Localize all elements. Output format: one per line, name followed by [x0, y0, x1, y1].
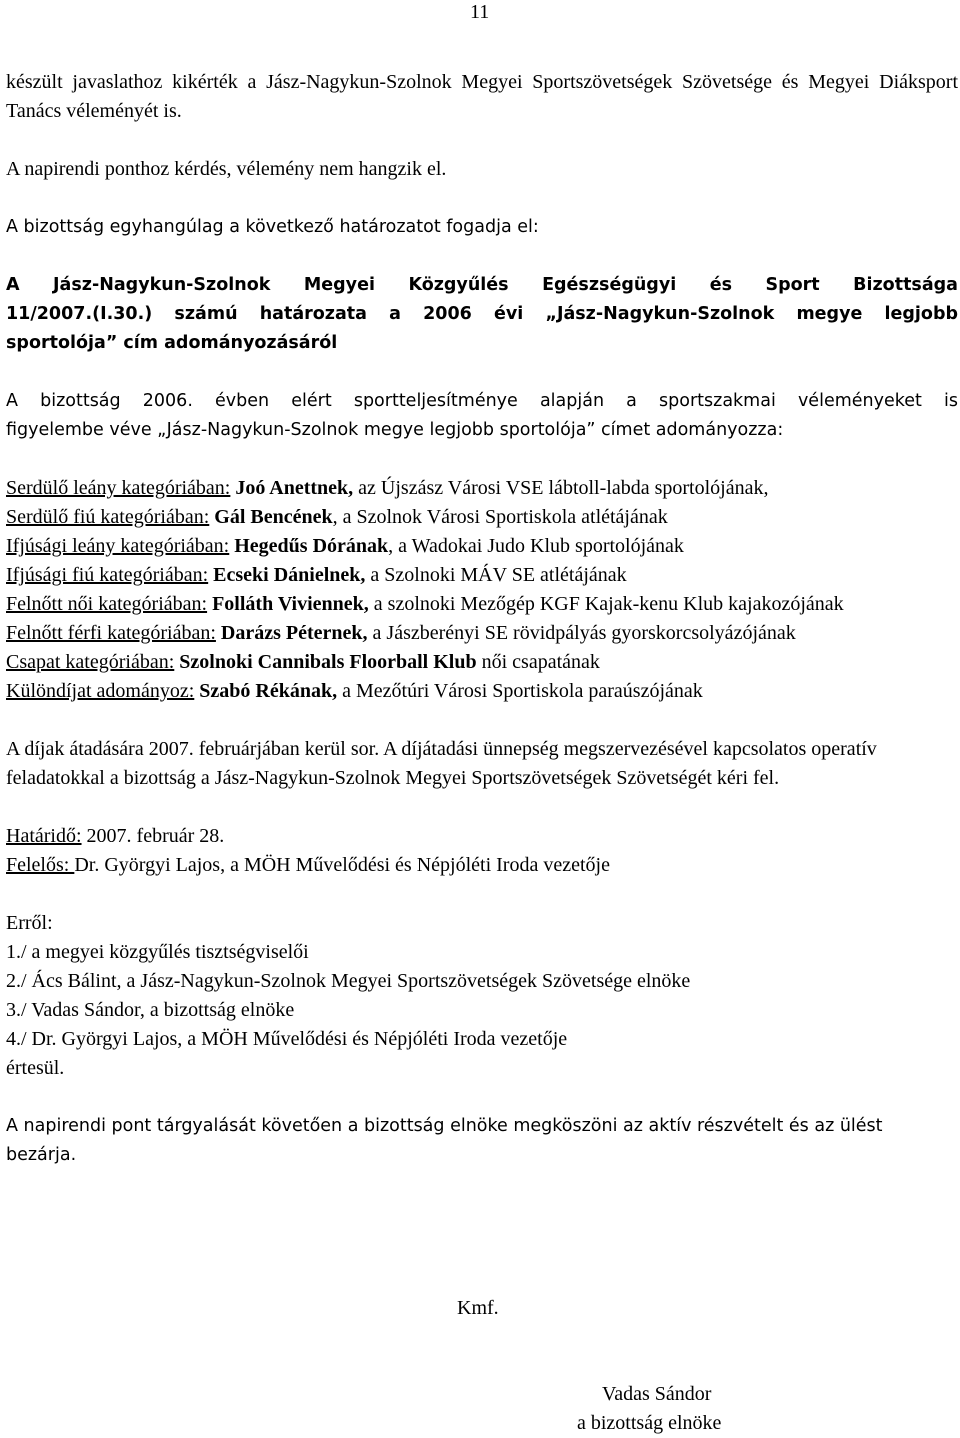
award-details: a Mezőtúri Városi Sportiskola paraúszójának	[337, 680, 703, 702]
responsible-line	[6, 851, 958, 880]
award-item	[6, 619, 958, 648]
award-recipient: Darázs Péternek,	[220, 622, 368, 644]
intro-line: figyelembe véve „Jász-Nagykun-Szolnok megye legjobb sportolója” címet adományozza:	[6, 420, 784, 440]
award-category: Csapat kategóriában:	[6, 651, 175, 673]
deadline-label: Határidő:	[6, 825, 82, 847]
spacer	[6, 242, 958, 271]
award-category: Felnőtt férfi kategóriában:	[6, 622, 216, 644]
deadline-value: 2007. február 28.	[81, 825, 225, 847]
award-details: női csapatának	[476, 651, 600, 673]
award-category: Felnőtt női kategóriában:	[6, 593, 208, 615]
award-recipient: Hegedűs Dórának	[234, 535, 389, 557]
paragraph-opinion: készült javaslathoz kikérték a Jász-Nagykun-Szolnok Megyei Sportszövetségek Szövetsége és Megyei Diáksport Tanács véleményét is.	[6, 71, 958, 122]
signatory-name: Vadas Sándor	[602, 1383, 712, 1405]
deadline-line	[6, 822, 958, 851]
responsible-value: Dr. Györgyi Lajos, a MÖH Művelődési és Népjóléti Iroda vezetője	[74, 854, 610, 876]
notification-item: 2./ Ács Bálint, a Jász-Nagykun-Szolnok Megyei Sportszövetségek Szövetsége elnöke	[6, 970, 691, 992]
award-details: a szolnoki Mezőgép KGF Kajak-kenu Klub kajakozójának	[368, 593, 844, 615]
document-body	[6, 68, 958, 1170]
award-category: Ifjúsági leány kategóriában:	[6, 535, 230, 557]
award-recipient: Szabó Rékának,	[199, 680, 338, 702]
award-recipient: Joó Anettnek,	[235, 477, 354, 499]
award-item	[6, 532, 958, 561]
notification-heading: Erről:	[6, 912, 53, 934]
award-recipient: Szolnoki Cannibals Floorball Klub	[179, 651, 477, 673]
paragraph-ceremony: A díjak átadására 2007. februárjában kerül sor. A díjátadási ünnepség megszervezésével kapcsolatos operatív feladatokkal a bizottság a Jász-Nagykun-Szolnok Megyei Sportszövetségek Szövetségét kéri fel.	[6, 738, 877, 789]
notification-list	[6, 909, 958, 1083]
award-details: , a Wadokai Judo Klub sportolójának	[388, 535, 684, 557]
award-item	[6, 590, 958, 619]
paragraph-decision: A bizottság egyhangúlag a következő határozatot fogadja el:	[6, 217, 539, 237]
award-details: a Jászberényi SE rövidpályás gyorskorcsolyázójának	[367, 622, 796, 644]
spacer	[6, 445, 958, 474]
page-number: 11	[470, 1, 490, 23]
spacer	[6, 1083, 958, 1112]
spacer	[6, 793, 958, 822]
award-recipient: Ecseki Dánielnek,	[213, 564, 366, 586]
resolution-title-line: sportolója” cím adományozásáról	[6, 333, 338, 353]
award-item	[6, 561, 958, 590]
award-category: Különdíjat adományoz:	[6, 680, 195, 702]
award-item	[6, 677, 958, 706]
awards-list	[6, 474, 958, 706]
award-item	[6, 648, 958, 677]
award-category: Serdülő leány kategóriában:	[6, 477, 231, 499]
resolution-title	[6, 271, 958, 358]
kmf-label: Kmf.	[457, 1297, 499, 1319]
notification-item: 3./ Vadas Sándor, a bizottság elnöke	[6, 999, 295, 1021]
responsible-label: Felelős:	[6, 854, 75, 876]
award-category: Serdülő fiú kategóriában:	[6, 506, 210, 528]
award-details: a Szolnoki MÁV SE atlétájának	[365, 564, 627, 586]
intro-line: A bizottság 2006. évben elért sportteljesítménye alapján a sportszakmai véleményeket is	[6, 391, 958, 411]
resolution-title-line: 11/2007.(I.30.) számú határozata a 2006 évi „Jász-Nagykun-Szolnok megye legjobb	[6, 304, 958, 324]
award-details: az Újszász Városi VSE lábtoll-labda sportolójának,	[353, 477, 769, 499]
notification-item: 1./ a megyei közgyűlés tisztségviselői	[6, 941, 309, 963]
notification-footer: értesül.	[6, 1057, 65, 1079]
spacer	[6, 880, 958, 909]
spacer	[6, 126, 958, 155]
award-category: Ifjúsági fiú kategóriában:	[6, 564, 209, 586]
paragraph-no-questions: A napirendi ponthoz kérdés, vélemény nem hangzik el.	[6, 158, 447, 180]
award-item	[6, 503, 958, 532]
paragraph-closing: A napirendi pont tárgyalását követően a bizottság elnöke megköszöni az aktív részvételt és az ülést bezárja.	[6, 1116, 883, 1165]
award-item	[6, 474, 958, 503]
award-recipient: Gál Bencének	[214, 506, 333, 528]
award-details: , a Szolnok Városi Sportiskola atlétájának	[332, 506, 668, 528]
spacer	[6, 358, 958, 387]
resolution-title-line: A Jász-Nagykun-Szolnok Megyei Közgyűlés Egészségügyi és Sport Bizottsága	[6, 275, 958, 295]
award-recipient: Folláth Viviennek,	[212, 593, 369, 615]
notification-item: 4./ Dr. Györgyi Lajos, a MÖH Művelődési és Népjóléti Iroda vezetője	[6, 1028, 568, 1050]
spacer	[6, 184, 958, 213]
resolution-intro	[6, 387, 958, 445]
signatory-role: a bizottság elnöke	[577, 1412, 722, 1434]
spacer	[6, 706, 958, 735]
